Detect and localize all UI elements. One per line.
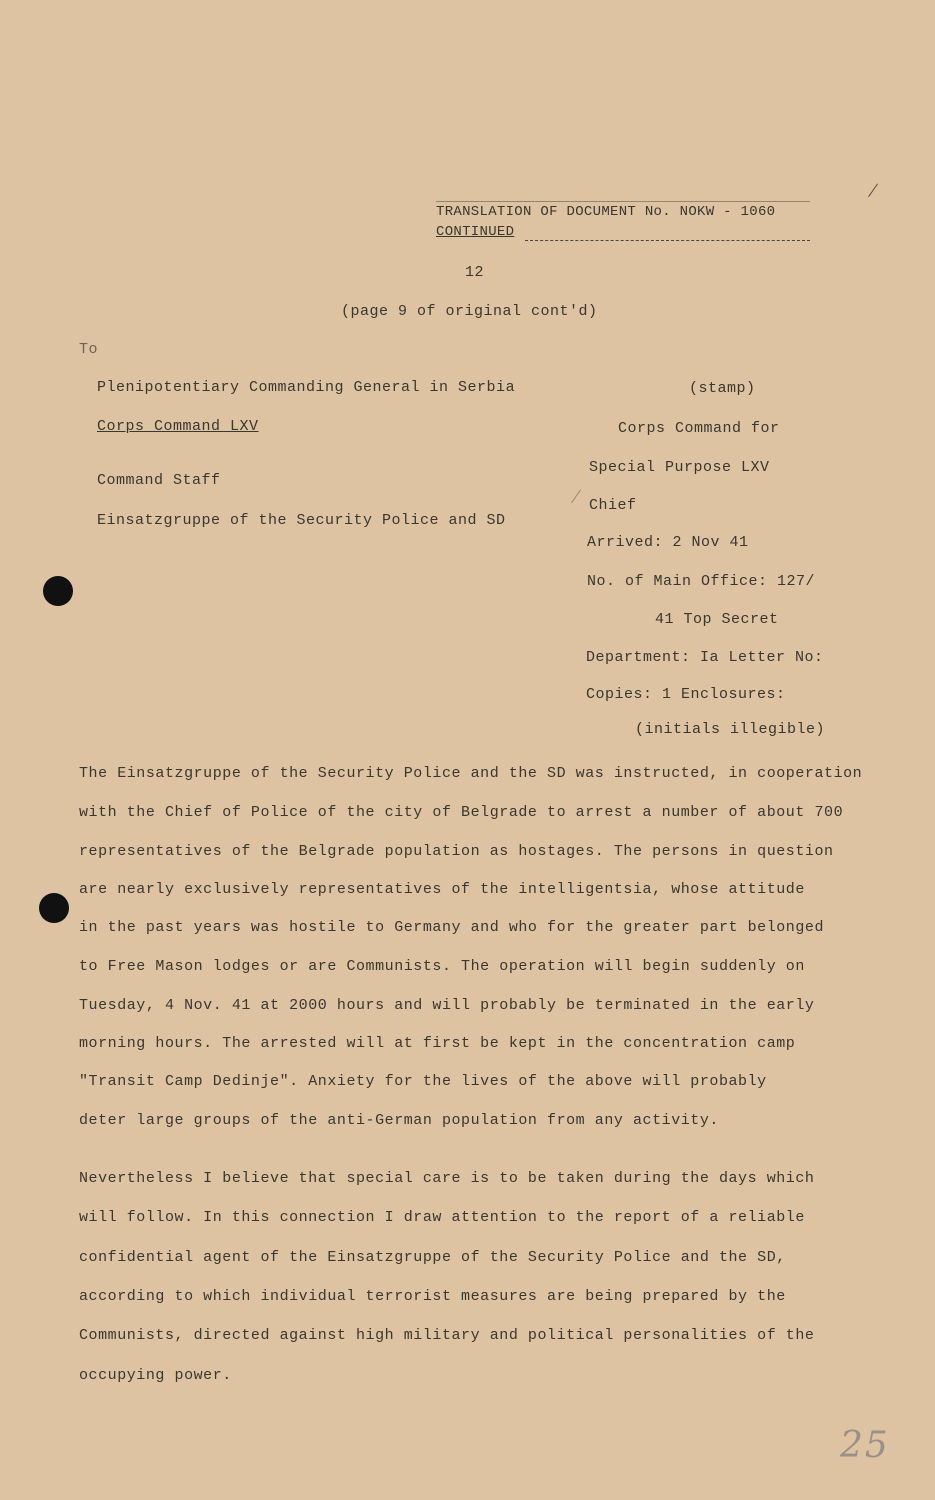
paragraph-line: morning hours. The arrested will at first be kept in the concentration camp (79, 1035, 796, 1052)
paragraph-line: representatives of the Belgrade population as hostages. The persons in question (79, 843, 834, 860)
address-line-2: Corps Command LXV (97, 418, 259, 435)
paragraph-line: Nevertheless I believe that special care is to be taken during the days which (79, 1170, 815, 1187)
stamp-arrived: Arrived: 2 Nov 41 (587, 534, 749, 551)
stamp-initials: (initials illegible) (635, 721, 826, 738)
punch-hole-top (43, 576, 73, 606)
document-title-continued: CONTINUED (436, 224, 515, 240)
paragraph-line: with the Chief of Police of the city of Belgrade to arrest a number of about 700 (79, 804, 844, 821)
title-overline (436, 201, 810, 202)
paragraph-line: "Transit Camp Dedinje". Anxiety for the lives of the above will probably (79, 1073, 767, 1090)
pencil-mark (571, 489, 586, 506)
stamp-line-2: Special Purpose LXV (589, 459, 770, 476)
stamp-copies: Copies: 1 Enclosures: (586, 686, 786, 703)
page-number: 12 (465, 264, 485, 281)
paragraph-line: in the past years was hostile to Germany and who for the greater part belonged (79, 919, 825, 936)
pencil-mark (868, 183, 883, 200)
punch-hole-bottom (39, 893, 69, 923)
paragraph-line: to Free Mason lodges or are Communists. The operation will begin suddenly on (79, 958, 805, 975)
paragraph-line: The Einsatzgruppe of the Security Police and the SD was instructed, in cooperation (79, 765, 863, 782)
stamp-department: Department: Ia Letter No: (586, 649, 824, 666)
paragraph-line: Communists, directed against high military and political personalities of the (79, 1327, 815, 1344)
stamp-line-3: Chief (589, 497, 637, 514)
paragraph-line: according to which individual terrorist measures are being prepared by the (79, 1288, 786, 1305)
document-title: TRANSLATION OF DOCUMENT No. NOKW - 1060 (436, 204, 776, 220)
stamp-main-office: No. of Main Office: 127/ (587, 573, 816, 590)
address-line-3: Command Staff (97, 472, 221, 489)
paragraph-line: deter large groups of the anti-German population from any activity. (79, 1112, 719, 1129)
paragraph-line: confidential agent of the Einsatzgruppe of the Security Police and the SD, (79, 1249, 786, 1266)
paragraph-line: are nearly exclusively representatives of the intelligentsia, whose attitude (79, 881, 805, 898)
stamp-label: (stamp) (689, 380, 756, 397)
stamp-top-secret: 41 Top Secret (655, 611, 779, 628)
address-line-1: Plenipotentiary Commanding General in Serbia (97, 379, 516, 396)
address-to: To (79, 341, 99, 358)
page-reference: (page 9 of original cont'd) (341, 303, 598, 320)
title-rule (525, 240, 810, 241)
paragraph-line: will follow. In this connection I draw attention to the report of a reliable (79, 1209, 805, 1226)
paragraph-line: Tuesday, 4 Nov. 41 at 2000 hours and will probably be terminated in the early (79, 997, 815, 1014)
handwritten-folio-number: 25 (840, 1425, 890, 1466)
paragraph-line: occupying power. (79, 1367, 232, 1384)
stamp-line-1: Corps Command for (618, 420, 780, 437)
address-line-4: Einsatzgruppe of the Security Police and SD (97, 512, 506, 529)
